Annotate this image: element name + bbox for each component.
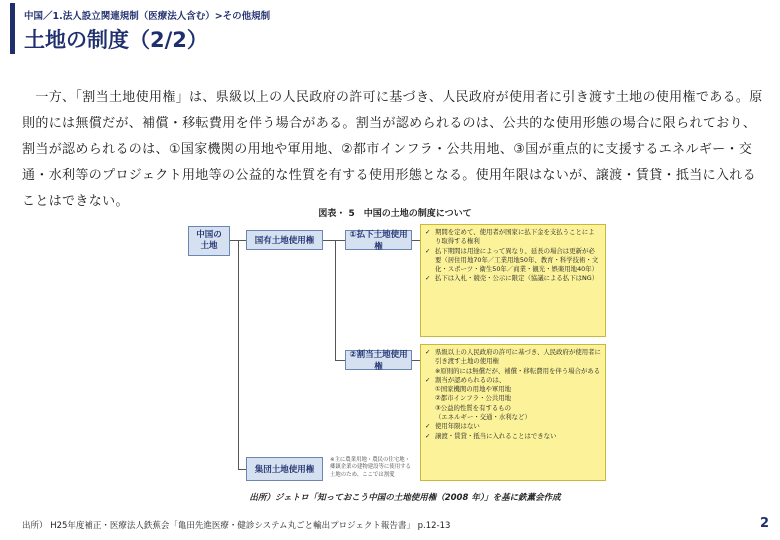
- body-paragraph: [22, 85, 764, 215]
- root-box: 中国の土地: [188, 226, 230, 256]
- figure-source: 出所）ジェトロ「知っておこう中国の土地使用権（2008 年）」を基に鉄薫会作成: [249, 493, 561, 503]
- note-subitem: ※原則的には無償だが、補償・移転費用を伴う場合がある: [435, 366, 601, 375]
- connector-line: [412, 360, 420, 361]
- breadcrumb: 中国／1.法人設立関連規制（医療法人含む）>その他規制: [24, 11, 271, 22]
- connector-line: [238, 469, 246, 470]
- check-icon: ✓: [425, 348, 431, 356]
- note-subitem: ①国家機関の用地や軍用地: [435, 385, 512, 394]
- footer-source: 出所） H25年度補正・医療法人鉄蕉会「亀田先進医療・健診システム丸ごと輸出プロジェクト報告書」 p.12-13: [22, 521, 451, 531]
- connector-line: [335, 360, 345, 361]
- check-icon: ✓: [425, 375, 431, 384]
- note-item: ✓ 使用年限はない: [425, 422, 480, 431]
- note-item: ✓ 譲渡・賃貸・抵当に入れることはできない: [425, 431, 557, 440]
- check-icon: ✓: [425, 228, 431, 236]
- note-item: ✓ 割当が認められるのは、: [425, 375, 506, 384]
- allocated-box: ②割当土地使用権: [345, 350, 412, 370]
- allocated-notes: [420, 344, 606, 481]
- check-icon: ✓: [425, 246, 431, 255]
- collective-box: 集団土地使用権: [246, 457, 323, 481]
- note-item: ✓ 払下期間は用途によって異なり、延長の場合は更新が必要（居住用地70年／工業用地50年、教育・科学技術・文化・スポーツ・衛生50年／商業・観光・娯楽用地40年）: [425, 246, 599, 274]
- note-item: ✓ 期間を定めて、使用者が国家に払下金を支払うことにより取得する権利: [425, 228, 595, 246]
- note-item: ✓ 県級以上の人民政府の許可に基づき、人民政府が使用者に引き渡す土地の使用権: [425, 348, 601, 366]
- connector-line: [335, 240, 336, 360]
- state-use-box: 国有土地使用権: [246, 230, 323, 250]
- check-icon: ✓: [425, 431, 431, 440]
- body-text: 一方、「割当土地使用権」は、県級以上の人民政府の許可に基づき、人民政府が使用者に引き渡す土地の使用権である。原則的には無償だが、補償・移転費用を伴う場合がある。割当が認められるのは、公共的な使用形態の場合に限られており、割当が認められるのは、①国家機関の用地や軍用地、②都市インフラ・公共用地、③国が重点的に支援するエネルギー・交通・水利等のプロジェクト用地等の公益的な性質を有する使用形態となる。使用年限はないが、譲渡・賃貸・抵当に入れることはできない。: [22, 90, 763, 209]
- header-accent-bar: [10, 3, 15, 54]
- figure-title: 図表・ 5 中国の土地の制度について: [318, 209, 472, 219]
- connector-line: [412, 240, 420, 241]
- note-subitem: （エネルギー・交通・水利など）: [435, 413, 531, 422]
- connector-line: [323, 240, 345, 241]
- check-icon: ✓: [425, 274, 431, 283]
- page-number: 2: [760, 516, 770, 531]
- connector-line: [238, 240, 239, 469]
- land-system-figure: [180, 206, 610, 508]
- page-title: 土地の制度（2/2）: [24, 28, 208, 52]
- transfer-notes: [420, 224, 606, 337]
- check-icon: ✓: [425, 422, 431, 431]
- note-item: ✓ 払下は入札・競売・公示に限定（協議による払下はNG）: [425, 274, 599, 283]
- transfer-box: ①払下土地使用権: [345, 230, 412, 250]
- note-subitem: ③公益的性質を有するもの: [435, 403, 512, 412]
- note-subitem: ②都市インフラ・公共用地: [435, 394, 512, 403]
- collective-note: ※主に農業用地・農民の住宅地・郷鎮企業の建物建設等に使用する土地のため、ここでは割愛: [330, 457, 411, 478]
